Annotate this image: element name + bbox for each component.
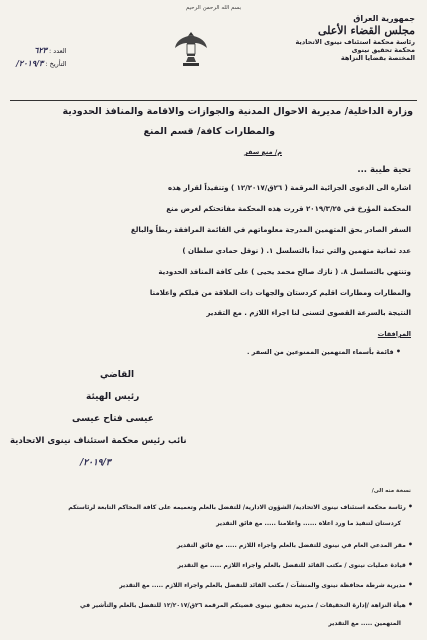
bullet-icon: • [407,540,413,549]
bullet-icon: • [407,502,413,511]
copy-item: • رئاسة محكمة استئناف نينوى الاتحادية/ الشؤون الادارية/ للتفضل بالعلم وتعميمه على كافة المحاكم التابعة لرئاستكم [68,502,413,511]
document-number [16,44,67,57]
investigation-court-name: محكمة تحقيق نينوى [351,45,415,54]
bullet-icon: • [407,600,413,609]
copy-item-continued: المتهمين ..... مع التقدير [328,620,401,627]
number-label: العدد : [49,47,67,55]
bullet-icon: • [407,560,413,569]
panel-head: رئيس الهيئة [86,392,140,402]
copy-item: • مقر المدعي العام في نينوى للتفضل بالعلم واجراء اللازم ..... مع فائق التقدير [176,540,413,549]
date-label: التأريخ : [45,59,67,68]
copies-heading: نسخة منه الى/ [371,488,411,494]
body-line: اشارة الى الدعوى الجزائية المرقمة ( ٢٦ق/١٢/٢٠١٧ ) وتنفيذاً لقرار هذه [167,184,411,192]
copy-item: • قيادة عمليات نينوى / مكتب القائد للتفضل بالعلم واجراء اللازم ..... مع التقدير [177,560,413,569]
recipient-line-2: والمطارات كافة/ قسم المنع [143,126,275,137]
date-value: ٢٠١٩/٣/ [16,57,44,68]
copy-item: • هيأة النزاهة /إدارة التحقيقات / مديرية تحقيق نينوى قضيتكم المرقمة ٢٦ق/١٢/٢٠١٧ للتفضل بالعلم والتأشير في [80,600,413,609]
body-line: والمطارات ومطارات اقليم كردستان والجهات ذات العلاقة من قبلكم واعلامنا [149,289,411,297]
bullet-icon: • [395,347,401,356]
body-line: عدد ثمانية متهمين والتي تبدأ بالتسلسل ١. ( نوفل حمادي سلطان ) [182,247,411,255]
signature-date: ٢٠١٩/٣/ [80,458,111,468]
body-line: المحكمة المؤرخ في ٢٠١٩/٣/٢٥ قررت هذه المحكمة مفاتحتكم لغرض منع [166,205,411,213]
attachments-heading: المرافقات [377,330,411,338]
document-date [16,57,67,70]
subject: م/ منع سفر [244,148,282,156]
number-value: ٦٢٣ [34,45,47,55]
specialty-name: المختصة بقضايا النزاهة [340,54,415,62]
body-line: النتيجة بالسرعة القصوى لتسنى لنا اجراء اللازم . مع التقدير [206,309,411,317]
body-line: وتنتهي بالتسلسل ٨. ( نازك صالح محمد يحيى ) على كافة المنافذ الحدودية [158,268,411,276]
judge-title: القاضي [100,370,135,380]
header-divider [10,100,417,101]
recipient-line-1: وزارة الداخلية/ مديرية الاحوال المدنية والجوازات والاقامة والمنافذ الحدودية [62,106,413,117]
country-name: جمهورية العراق [353,14,415,23]
judge-name: عيسى فتاح عيسى [72,414,154,424]
copy-item-continued: كردستان لتنفيذ ما ورد اعلاه ...... واعلامنا ..... مع فائق التقدير [216,520,401,527]
bullet-icon: • [407,580,413,589]
bismillah: بسم الله الرحمن الرحيم [185,5,242,11]
presidency-name: رئاسة محكمة استئناف نينوى الاتحادية [295,37,415,46]
council-name: مجلس القضاء الأعلى [317,24,415,37]
letterhead-right [295,14,415,62]
iraq-eagle-emblem-icon [174,28,208,68]
attachment-item: • قائمة بأسماء المتهمين الممنوعين من السفر . [246,347,401,356]
letterhead-left [16,44,67,70]
judge-position: نائب رئيس محكمة استئناف نينوى الاتحادية [10,436,187,446]
copy-item: • مديرية شرطة محافظة نينوى والمنشآت / مكتب القائد للتفضل بالعلم واجراء اللازم ..... مع التقدير [119,580,413,589]
body-line: السفر الصادر بحق المتهمين المدرجة معلوماتهم في القائمة المرافقة ربطاً والبالغ [130,226,411,234]
greeting: تحية طيبة ... [357,165,411,175]
